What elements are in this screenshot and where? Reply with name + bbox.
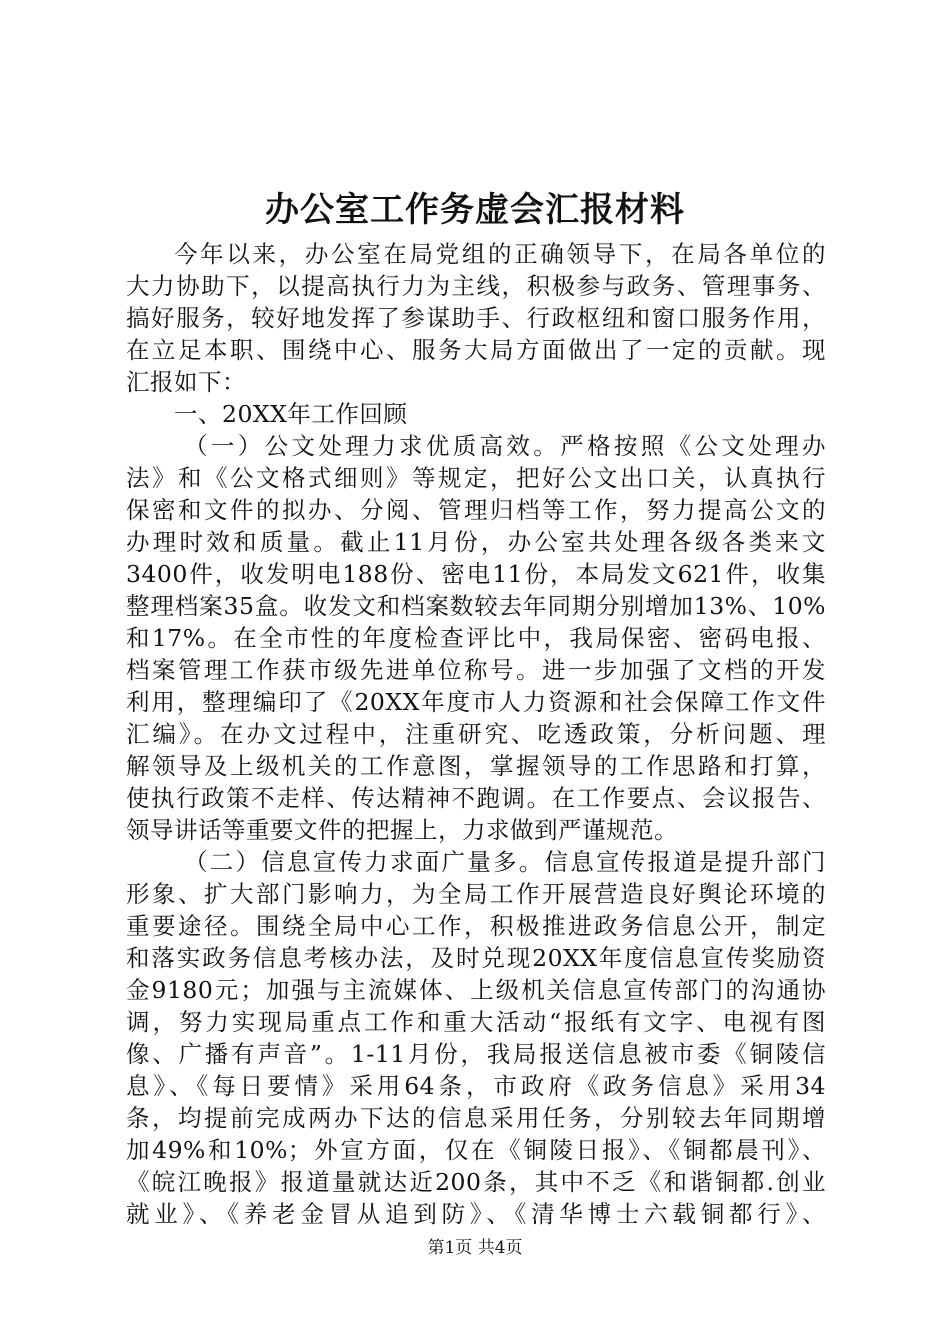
paragraph-line: 和17%。在全市性的年度检查评比中，我局保密、密码电报、 bbox=[126, 624, 826, 652]
paragraph-line: 领导讲话等重要文件的把握上，力求做到严谨规范。 bbox=[126, 816, 678, 844]
paragraph-line: 法》和《公文格式细则》等规定，把好公文出口关，认真执行 bbox=[126, 464, 826, 492]
paragraph-line: 息》、《每日要情》采用64条，市政府《政务信息》采用34 bbox=[126, 1072, 826, 1100]
paragraph-line: 金9180元；加强与主流媒体、上级机关信息宣传部门的沟通协 bbox=[126, 976, 826, 1004]
paragraph-line: 整理档案35盒。收发文和档案数较去年同期分别增加13%、10% bbox=[126, 592, 826, 620]
paragraph-line: 保密和文件的拟办、分阅、管理归档等工作，努力提高公文的 bbox=[126, 496, 826, 524]
paragraph-line: 档案管理工作获市级先进单位称号。进一步加强了文档的开发 bbox=[126, 656, 826, 684]
paragraph-line: 办理时效和质量。截止11月份，办公室共处理各级各类来文 bbox=[126, 528, 826, 556]
paragraph-line: 加49%和10%；外宣方面，仅在《铜陵日报》、《铜都晨刊》、 bbox=[126, 1136, 826, 1164]
paragraph-line: 解领导及上级机关的工作意图，掌握领导的工作思路和打算， bbox=[126, 752, 826, 780]
paragraph-line: 就业》、《养老金冒从追到防》、《清华博士六载铜都行》、 bbox=[126, 1200, 826, 1228]
paragraph-line: 条，均提前完成两办下达的信息采用任务，分别较去年同期增 bbox=[126, 1104, 826, 1132]
paragraph-line: （一）公文处理力求优质高效。严格按照《公文处理办 bbox=[184, 432, 826, 460]
paragraph-line: 调，努力实现局重点工作和重大活动“报纸有文字、电视有图 bbox=[126, 1008, 826, 1036]
paragraph-line: 今年以来，办公室在局党组的正确领导下，在局各单位的 bbox=[174, 240, 826, 268]
paragraph-line: 使执行政策不走样、传达精神不跑调。在工作要点、会议报告、 bbox=[126, 784, 826, 812]
paragraph-line: 搞好服务，较好地发挥了参谋助手、行政枢纽和窗口服务作用， bbox=[126, 304, 826, 332]
paragraph-line: 像、广播有声音”。1-11月份，我局报送信息被市委《铜陵信 bbox=[126, 1040, 826, 1068]
paragraph-line: 大力协助下，以提高执行力为主线，积极参与政务、管理事务、 bbox=[126, 272, 826, 300]
paragraph-line: （二）信息宣传力求面广量多。信息宣传报道是提升部门 bbox=[184, 848, 826, 876]
paragraph-line: 重要途径。围绕全局中心工作，积极推进政务信息公开，制定 bbox=[126, 912, 826, 940]
page-footer: 第1页 共4页 bbox=[427, 1238, 523, 1258]
paragraph-line: 利用，整理编印了《20XX年度市人力资源和社会保障工作文件 bbox=[126, 688, 826, 716]
section-heading: 一、20XX年工作回顾 bbox=[174, 400, 408, 428]
paragraph-line: 《皖江晚报》报道量就达近200条，其中不乏《和谐铜都.创业 bbox=[126, 1168, 826, 1196]
paragraph-line: 在立足本职、围绕中心、服务大局方面做出了一定的贡献。现 bbox=[126, 336, 826, 364]
paragraph-line: 汇编》。在办文过程中，注重研究、吃透政策，分析问题、理 bbox=[126, 720, 826, 748]
document-body bbox=[126, 238, 826, 1230]
paragraph-line: 形象、扩大部门影响力，为全局工作开展营造良好舆论环境的 bbox=[126, 880, 826, 908]
document-title: 办公室工作务虚会汇报材料 bbox=[265, 190, 685, 230]
paragraph-line: 和落实政务信息考核办法，及时兑现20XX年度信息宣传奖励资 bbox=[126, 944, 826, 972]
paragraph-line: 汇报如下： bbox=[126, 368, 246, 396]
paragraph-line: 3400件，收发明电188份、密电11份，本局发文621件，收集 bbox=[126, 560, 826, 588]
